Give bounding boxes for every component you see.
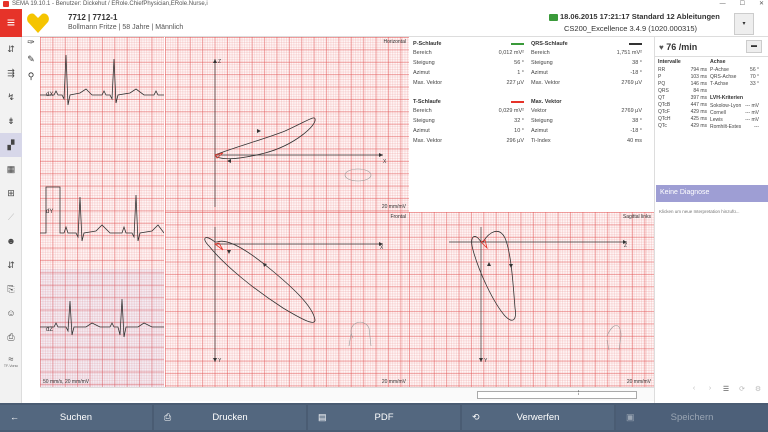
param-key: Azimut: [413, 128, 430, 134]
lvh-key: Sokolow-Lyon: [710, 103, 742, 109]
bottom-action-bar: [0, 403, 768, 432]
lvh-value: --- mV: [745, 103, 759, 109]
nav-print[interactable]: [0, 325, 22, 349]
ecg-traces: [40, 37, 164, 387]
app-logo-heart-icon: [26, 12, 50, 34]
grid-icon: ⊞: [7, 187, 15, 198]
document-icon: ▤: [318, 412, 327, 422]
recording-device: CS200_Excellence 3.4.9 (1020.000315): [564, 24, 698, 33]
nav-patient[interactable]: [0, 229, 22, 253]
lead-label-dY: dY: [46, 209, 54, 215]
qrs-loop-block: [531, 41, 646, 90]
axis-x-label: X: [380, 245, 384, 251]
pen-icon: ✑: [27, 37, 35, 47]
qrs-loop-color-swatch: [629, 43, 642, 45]
ecg-lead-panel: [40, 37, 164, 387]
axis-key: T-Achse: [710, 81, 729, 87]
vector-parameters: [409, 37, 654, 212]
print-label: Drucken: [212, 412, 248, 423]
vcg-frontal-scale: 20 mm/mV: [381, 379, 406, 385]
lvh-value: ---: [754, 124, 759, 130]
vcg-horizontal-scale: 20 mm/mV: [381, 204, 406, 210]
timeline-marker: ¦: [578, 390, 580, 396]
param-key: Ti-Index: [531, 138, 551, 144]
timeline-scroll-thumb[interactable]: [477, 391, 637, 399]
nav-median[interactable]: [0, 109, 22, 133]
t-loop-color-swatch: [511, 101, 524, 103]
interval-key: QTcH: [658, 116, 671, 122]
pdf-label: PDF: [374, 412, 394, 423]
nav-user[interactable]: [0, 301, 22, 325]
interval-value: 397 ms: [690, 95, 707, 101]
vector-icon: ▞: [7, 139, 15, 150]
zoom-tool[interactable]: [24, 71, 38, 88]
interval-value: 146 ms: [690, 81, 707, 87]
vcg-frontal-plane: [165, 212, 409, 387]
t-loop-title: T-Schlaufe: [413, 99, 441, 105]
list-icon[interactable]: ☰: [722, 386, 730, 393]
axis-z-label: Z: [218, 59, 222, 65]
window-titlebar: [0, 0, 768, 9]
param-key: Bereich: [531, 50, 550, 56]
hamburger-menu-button[interactable]: ≡: [0, 9, 22, 37]
interpretation-input[interactable]: [656, 205, 768, 217]
maximize-button[interactable]: ☐: [739, 1, 745, 7]
param-value: 1,751 mV²: [616, 50, 642, 56]
app-mini-logo-icon: [3, 1, 9, 7]
arrow-left-icon: ←: [10, 412, 19, 422]
lvh-value: --- mV: [745, 110, 759, 116]
qrs-loop-frontal: [205, 238, 315, 323]
interval-value: 794 ms: [690, 67, 707, 73]
param-value: 38 °: [632, 60, 642, 66]
lvh-value: --- mV: [745, 117, 759, 123]
interval-table: [658, 59, 766, 131]
p-loop-block: [413, 41, 528, 90]
param-key: Max. Vektor: [531, 80, 561, 86]
max-vector-title: Max. Vektor: [531, 99, 562, 105]
measure-icon: ⟋: [7, 211, 15, 222]
interval-key: QTc: [658, 123, 667, 129]
timeline-scrollbar[interactable]: [40, 387, 654, 401]
vcg-sagittal-title: Sagittal links: [622, 214, 651, 220]
param-value: 1 °: [517, 70, 524, 76]
axis-key: P-Achse: [710, 67, 729, 73]
t-loop-horizontal: [215, 153, 223, 158]
interval-key: PQ: [658, 81, 666, 87]
param-value: -18 °: [630, 128, 642, 134]
filter-label: TF-Vorsc: [3, 364, 19, 368]
heart-rate-value: 76 /min: [666, 42, 698, 52]
vcg-horizontal-plot: [165, 37, 409, 212]
undo-icon: ⟲: [472, 412, 480, 422]
nav-filter[interactable]: [0, 349, 22, 373]
param-value: -18 °: [630, 70, 642, 76]
interval-key: QRS: [658, 88, 669, 94]
param-key: Max. Vektor: [413, 138, 443, 144]
annotate-tool[interactable]: [24, 37, 38, 54]
heart-icon: ♥: [659, 43, 664, 52]
param-key: Bereich: [413, 108, 432, 114]
nav-grid[interactable]: [0, 181, 22, 205]
vcg-sagittal-plot: [409, 212, 654, 387]
nav-leads[interactable]: [0, 61, 22, 85]
refresh-icon[interactable]: ⟳: [739, 386, 745, 393]
save-icon: ▣: [626, 412, 635, 422]
interval-key: P: [658, 74, 662, 80]
interval-key: RR: [658, 67, 666, 73]
patient-id: 7712 | 7712-1: [68, 13, 118, 22]
pencil-icon: ✎: [27, 54, 35, 64]
param-key: Azimut: [531, 70, 548, 76]
heart-rate-toggle-button[interactable]: [746, 40, 762, 53]
vcg-horizontal-plane: [165, 37, 409, 212]
param-value: 40 ms: [627, 138, 642, 144]
param-value: 2769 µV: [621, 80, 642, 86]
settings-icon[interactable]: ⚙: [754, 386, 762, 393]
recording-datetime: 18.06.2015 17:21:17 Standard 12 Ableitungen: [560, 12, 720, 21]
nav-measure[interactable]: [0, 205, 22, 229]
interval-value: 429 ms: [690, 109, 707, 115]
ecg-calibration: 50 mm/s, 20 mm/mV: [43, 379, 90, 385]
max-vector-block: [531, 99, 646, 148]
interval-value: 84 ms: [693, 88, 707, 94]
param-value: 38 °: [632, 118, 642, 124]
drawing-tools: [24, 37, 38, 97]
patient-info: Bollmann Fritze | 58 Jahre | Männlich: [68, 24, 184, 31]
param-value: 0,029 mV²: [498, 108, 524, 114]
discard-label: Verwerfen: [516, 412, 560, 423]
filter-icon: ≈: [8, 354, 14, 364]
edit-tool[interactable]: [24, 54, 38, 71]
search-button[interactable]: [0, 405, 152, 430]
lvh-key: Romhilt-Estes: [710, 124, 742, 130]
measurement-panel: [654, 37, 768, 403]
interval-key: QT: [658, 95, 665, 101]
param-key: Vektor: [531, 108, 547, 114]
axis-z-label: Z: [624, 243, 628, 249]
param-value: 56 °: [514, 60, 524, 66]
param-value: 2769 µV: [621, 108, 642, 114]
vcg-sagittal-plane: [409, 212, 654, 387]
t-loop-block: [413, 99, 528, 148]
print-button[interactable]: [154, 405, 306, 430]
window-title: SEMA 19.10.1 - Benutzer: Dickehut / ERole.ChiefPhysician,ERole.Nurse,i: [12, 1, 208, 7]
search-label: Suchen: [59, 412, 93, 423]
param-value: 227 µV: [506, 80, 524, 86]
axis-value: 56 °: [750, 67, 759, 73]
save-button[interactable]: [616, 405, 768, 430]
rhythm-icon: ⇵: [7, 43, 15, 54]
param-key: Azimut: [531, 128, 548, 134]
minimize-button[interactable]: —: [719, 1, 726, 7]
vcg-frontal-title: Frontal: [390, 214, 406, 220]
pdf-button[interactable]: [308, 405, 460, 430]
qrs-loop-sagittal: [472, 231, 516, 320]
print-icon: ⎙: [7, 331, 15, 342]
forward-icon[interactable]: ›: [708, 385, 712, 392]
compare-icon: ⇵: [7, 259, 15, 270]
param-value: 296 µV: [506, 138, 524, 144]
vcg-horizontal-title: Horizontal: [383, 39, 406, 45]
qrs-loop-title: QRS-Schlaufe: [531, 41, 568, 47]
discard-button[interactable]: [462, 405, 614, 430]
diagnosis-bar[interactable]: [656, 185, 768, 202]
param-key: Steigung: [531, 118, 553, 124]
interval-value: 103 ms: [690, 74, 707, 80]
recording-dropdown-button[interactable]: [734, 13, 754, 35]
toggle-icon: ▬: [751, 43, 757, 49]
axes-title: Achse: [710, 59, 726, 65]
lead-label-dX: dX: [46, 92, 54, 98]
lvh-key: Lewis: [710, 117, 723, 123]
table-icon: ▦: [6, 163, 16, 174]
save-label: Speichern: [670, 412, 714, 423]
param-key: Steigung: [531, 60, 553, 66]
interval-key: QTcF: [658, 109, 670, 115]
left-navigation: [0, 37, 22, 403]
trace-dY: [40, 187, 164, 241]
leads-icon: ⇶: [7, 67, 15, 78]
copy-icon: ⎘: [7, 283, 15, 294]
intervals-title: Intervalle: [658, 59, 681, 65]
lvh-key: Cornell: [710, 110, 726, 116]
param-value: 32 °: [514, 118, 524, 124]
interval-key: QTcB: [658, 102, 671, 108]
back-icon[interactable]: ‹: [692, 385, 696, 392]
param-key: Azimut: [413, 70, 430, 76]
param-key: Max. Vektor: [413, 80, 443, 86]
vcg-sagittal-scale: 20 mm/mV: [626, 379, 651, 385]
param-key: Bereich: [413, 50, 432, 56]
axis-value: 70 °: [750, 74, 759, 80]
axis-value: 33 °: [750, 81, 759, 87]
axis-x-label: X: [383, 159, 387, 165]
nav-vectorcardiogram[interactable]: [0, 133, 22, 157]
chevron-down-icon: ▾: [742, 21, 746, 27]
param-value: 10 °: [514, 128, 524, 134]
interval-value: 429 ms: [690, 123, 707, 129]
nav-compare[interactable]: [0, 253, 22, 277]
recording-info: [548, 12, 720, 33]
p-loop-title: P-Schlaufe: [413, 41, 442, 47]
user-icon: ☺: [6, 308, 16, 318]
waveform-icon: ↯: [7, 91, 15, 102]
patient-icon: ☻: [6, 236, 16, 246]
median-icon: ⇟: [7, 115, 15, 126]
qrs-loop-horizontal: [215, 118, 315, 159]
lvh-title: LVH-Kriterien: [710, 95, 744, 101]
right-panel-tools: [688, 385, 764, 396]
close-button[interactable]: ✕: [758, 1, 764, 7]
nav-table[interactable]: [0, 157, 22, 181]
interval-value: 447 ms: [690, 102, 707, 108]
vcg-frontal-plot: [165, 212, 409, 387]
interval-value: 425 ms: [690, 116, 707, 122]
nav-copy[interactable]: [0, 277, 22, 301]
param-key: Steigung: [413, 118, 435, 124]
lead-label-dZ: dZ: [46, 327, 54, 333]
printer-icon: ⎙: [164, 412, 172, 422]
axis-y-label: Y: [484, 358, 488, 364]
nav-waveform[interactable]: [0, 85, 22, 109]
axis-y-label: Y: [218, 358, 222, 364]
param-key: Steigung: [413, 60, 435, 66]
axis-key: QRS-Achse: [710, 74, 737, 80]
patient-header: [0, 9, 768, 37]
p-loop-color-swatch: [511, 43, 524, 45]
diagnosis-text: Keine Diagnose: [660, 189, 710, 196]
nav-rhythm[interactable]: [0, 37, 22, 61]
param-value: 0,012 mV²: [498, 50, 524, 56]
t-loop-sagittal: [481, 240, 487, 248]
magnifier-icon: ⚲: [27, 71, 35, 81]
